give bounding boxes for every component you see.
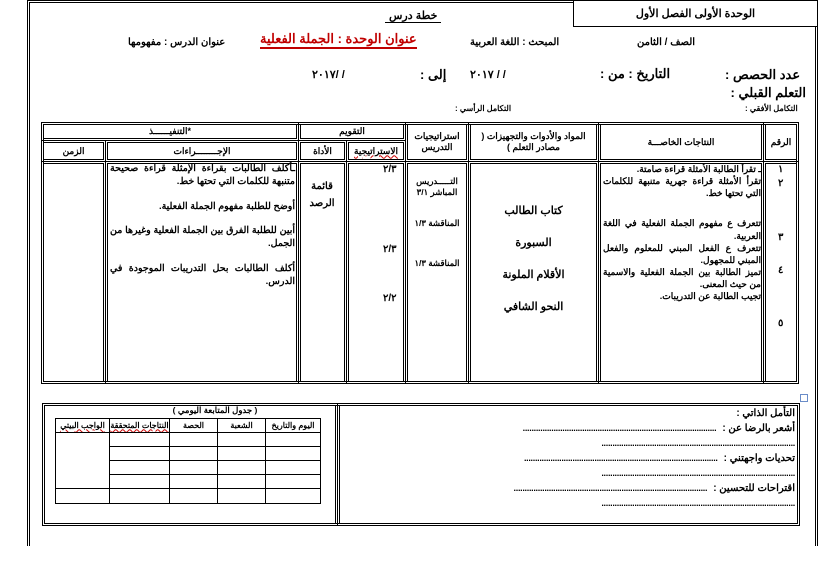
- challenges-label: تحديات واجهتني :: [723, 453, 795, 464]
- suggestions-dots: ........................................................................................: [513, 483, 708, 493]
- dots-line: ........................................................................................: [601, 468, 795, 478]
- eval-tool: قائمة الرصد: [309, 181, 335, 209]
- header-strategies: استراتيجيات التدريس: [405, 122, 469, 162]
- eval-strategy-column: [346, 161, 406, 384]
- suggestions-label: اقتراحات للتحسين :: [713, 483, 795, 494]
- followup-table: [55, 418, 321, 504]
- outcome: تتعرف ع مفهوم الجملة الفعلية في اللغة العربية.: [603, 218, 761, 241]
- strategy: المناقشة ١/٣: [414, 258, 460, 268]
- followup-cell[interactable]: [169, 474, 218, 489]
- doc-title: خطة درس: [385, 9, 441, 23]
- procedure: أبين للطلبة الفرق بين الجملة الفعلية وغيرها من الجمل.: [110, 225, 295, 250]
- followup-header-label: الشعبة: [230, 420, 253, 430]
- reflection-section: [345, 406, 795, 511]
- time-column: [41, 161, 106, 384]
- row-num: ١: [778, 164, 784, 175]
- vertical-integration: التكامل الرأسي :: [455, 104, 512, 113]
- followup-header-label: الواجب البيتي: [60, 420, 105, 430]
- followup-cell[interactable]: [109, 446, 170, 461]
- followup-cell[interactable]: [109, 432, 170, 447]
- procedure: ـأكلف الطالبات بقراءة الإمثلة قراءة صحيحة متنبهة للكلمات التي تحتها خط.: [110, 163, 295, 187]
- followup-cell[interactable]: [265, 460, 321, 475]
- outcome: تجيب الطالبة عن التدريبات.: [659, 291, 761, 302]
- row-num: ٢: [778, 178, 784, 189]
- row-num: ٣: [778, 232, 784, 243]
- procedure: أكلف الطالبات بحل التدريبات الموجودة في الدرس.: [110, 263, 295, 287]
- followup-header-label: الحصة: [182, 420, 205, 430]
- reflection-title: التأمل الذاتي :: [736, 408, 795, 419]
- header-evaluation: التقويم: [298, 122, 406, 141]
- row-num: ٤: [778, 265, 784, 276]
- header-num: الرقم: [763, 122, 799, 162]
- followup-cell[interactable]: [55, 432, 110, 489]
- grade: الصف / الثامن: [637, 37, 696, 48]
- date-to-value: / /٢٠١٧: [312, 69, 345, 81]
- dots-line: ........................................................................................: [601, 438, 795, 448]
- header-materials: المواد والأدوات والتجهيزات ( مصادر التعلم ): [468, 122, 599, 162]
- table-move-handle-icon[interactable]: [800, 394, 808, 402]
- header-outcomes: النتاجات الخاصـــة: [598, 122, 764, 162]
- followup-cell[interactable]: [217, 488, 266, 504]
- followup-header: [55, 418, 110, 433]
- material: السبورة: [515, 237, 552, 249]
- followup-cell[interactable]: [169, 446, 218, 461]
- outcomes-list: [603, 163, 761, 302]
- followup-cell[interactable]: [169, 488, 218, 504]
- header-procedures: الإجــــــــراءات: [105, 140, 299, 162]
- followup-cell[interactable]: [265, 446, 321, 461]
- outcome: تتعرف ع الفعل المبني للمعلوم والفعل المبني للمجهول.: [603, 242, 761, 265]
- date-to-label: إلى :: [420, 67, 447, 82]
- followup-header-label: اليوم والتاريخ: [271, 420, 315, 430]
- followup-cell[interactable]: [109, 460, 170, 475]
- followup-cell[interactable]: [109, 488, 170, 504]
- followup-cell[interactable]: [169, 460, 218, 475]
- followup-cell[interactable]: [265, 432, 321, 447]
- eval-strategy: ٢/٣: [383, 244, 397, 255]
- unit-semester-box: الوحدة الأولى الفصل الأول: [573, 0, 818, 27]
- followup-header-label: النتاجات المتحققة: [110, 420, 169, 430]
- followup-cell[interactable]: [109, 474, 170, 489]
- followup-cell[interactable]: [217, 460, 266, 475]
- horizontal-integration: التكامل الأفقي :: [745, 104, 798, 113]
- followup-header: [109, 418, 170, 433]
- outcome: تقرأ الأمثلة قراءة جهرية متنبهة للكلمات التي تحتها خط.: [603, 176, 761, 199]
- outcome: تميز الطالبة بين الجملة الفعلية والاسمية من حيث المعنى.: [603, 266, 761, 290]
- followup-cell[interactable]: [265, 488, 321, 504]
- subject: المبحث : اللغة العربية: [470, 37, 560, 48]
- eval-strategy: ٢/٢: [383, 293, 397, 304]
- dots-line: ........................................................................................: [601, 498, 795, 508]
- materials-list: [470, 195, 597, 323]
- lesson-title: عنوان الدرس : مفهومها: [128, 37, 226, 48]
- sessions-label: عدد الحصص :: [725, 67, 801, 82]
- followup-header: [217, 418, 266, 433]
- followup-header: [169, 418, 218, 433]
- material: النحو الشافي: [503, 301, 564, 313]
- material: الأقلام الملونة: [502, 269, 565, 281]
- followup-cell[interactable]: [217, 432, 266, 447]
- procedures-list: [110, 163, 295, 289]
- unit-title: عنوان الوحدة : الجملة الفعلية: [260, 31, 417, 49]
- prior-learning-label: التعلم القبلي :: [730, 85, 806, 100]
- header-eval-strategy: [346, 140, 406, 162]
- followup-cell[interactable]: [265, 474, 321, 489]
- header-eval-tool: الأداة: [298, 140, 347, 162]
- followup-cell[interactable]: [217, 446, 266, 461]
- material: كتاب الطالب: [504, 205, 563, 217]
- followup-header: [265, 418, 321, 433]
- procedure: أوضح للطلبة مفهوم الجملة الفعلية.: [158, 200, 295, 212]
- satisfied-dots: ........................................................................................: [522, 423, 717, 433]
- followup-cell[interactable]: [169, 432, 218, 447]
- row-num: ٥: [778, 318, 784, 329]
- date-from-label: التاريخ : من :: [600, 66, 671, 81]
- satisfied-label: أشعر بالرضا عن :: [722, 423, 795, 434]
- followup-cell[interactable]: [55, 488, 110, 504]
- header-time: الزمن: [41, 140, 106, 162]
- strategy: المناقشة ١/٣: [414, 218, 460, 228]
- header-execution: *التنفيــــــذ: [41, 122, 299, 141]
- date-from-value: / / ٢٠١٧: [470, 69, 506, 81]
- challenges-dots: ........................................................................................: [523, 453, 718, 463]
- followup-cell[interactable]: [217, 474, 266, 489]
- followup-title: ( جدول المتابعة اليومي ): [172, 405, 258, 415]
- outcome: ـ تقرأ الطالبة الأمثلة قراءة صامتة.: [636, 164, 761, 174]
- strategy: التـــــدريس المباشر ٣/١: [416, 176, 458, 197]
- eval-strategy: ٢/٣: [383, 164, 397, 175]
- eval-strategy-label: الاستراتيجية: [354, 145, 398, 156]
